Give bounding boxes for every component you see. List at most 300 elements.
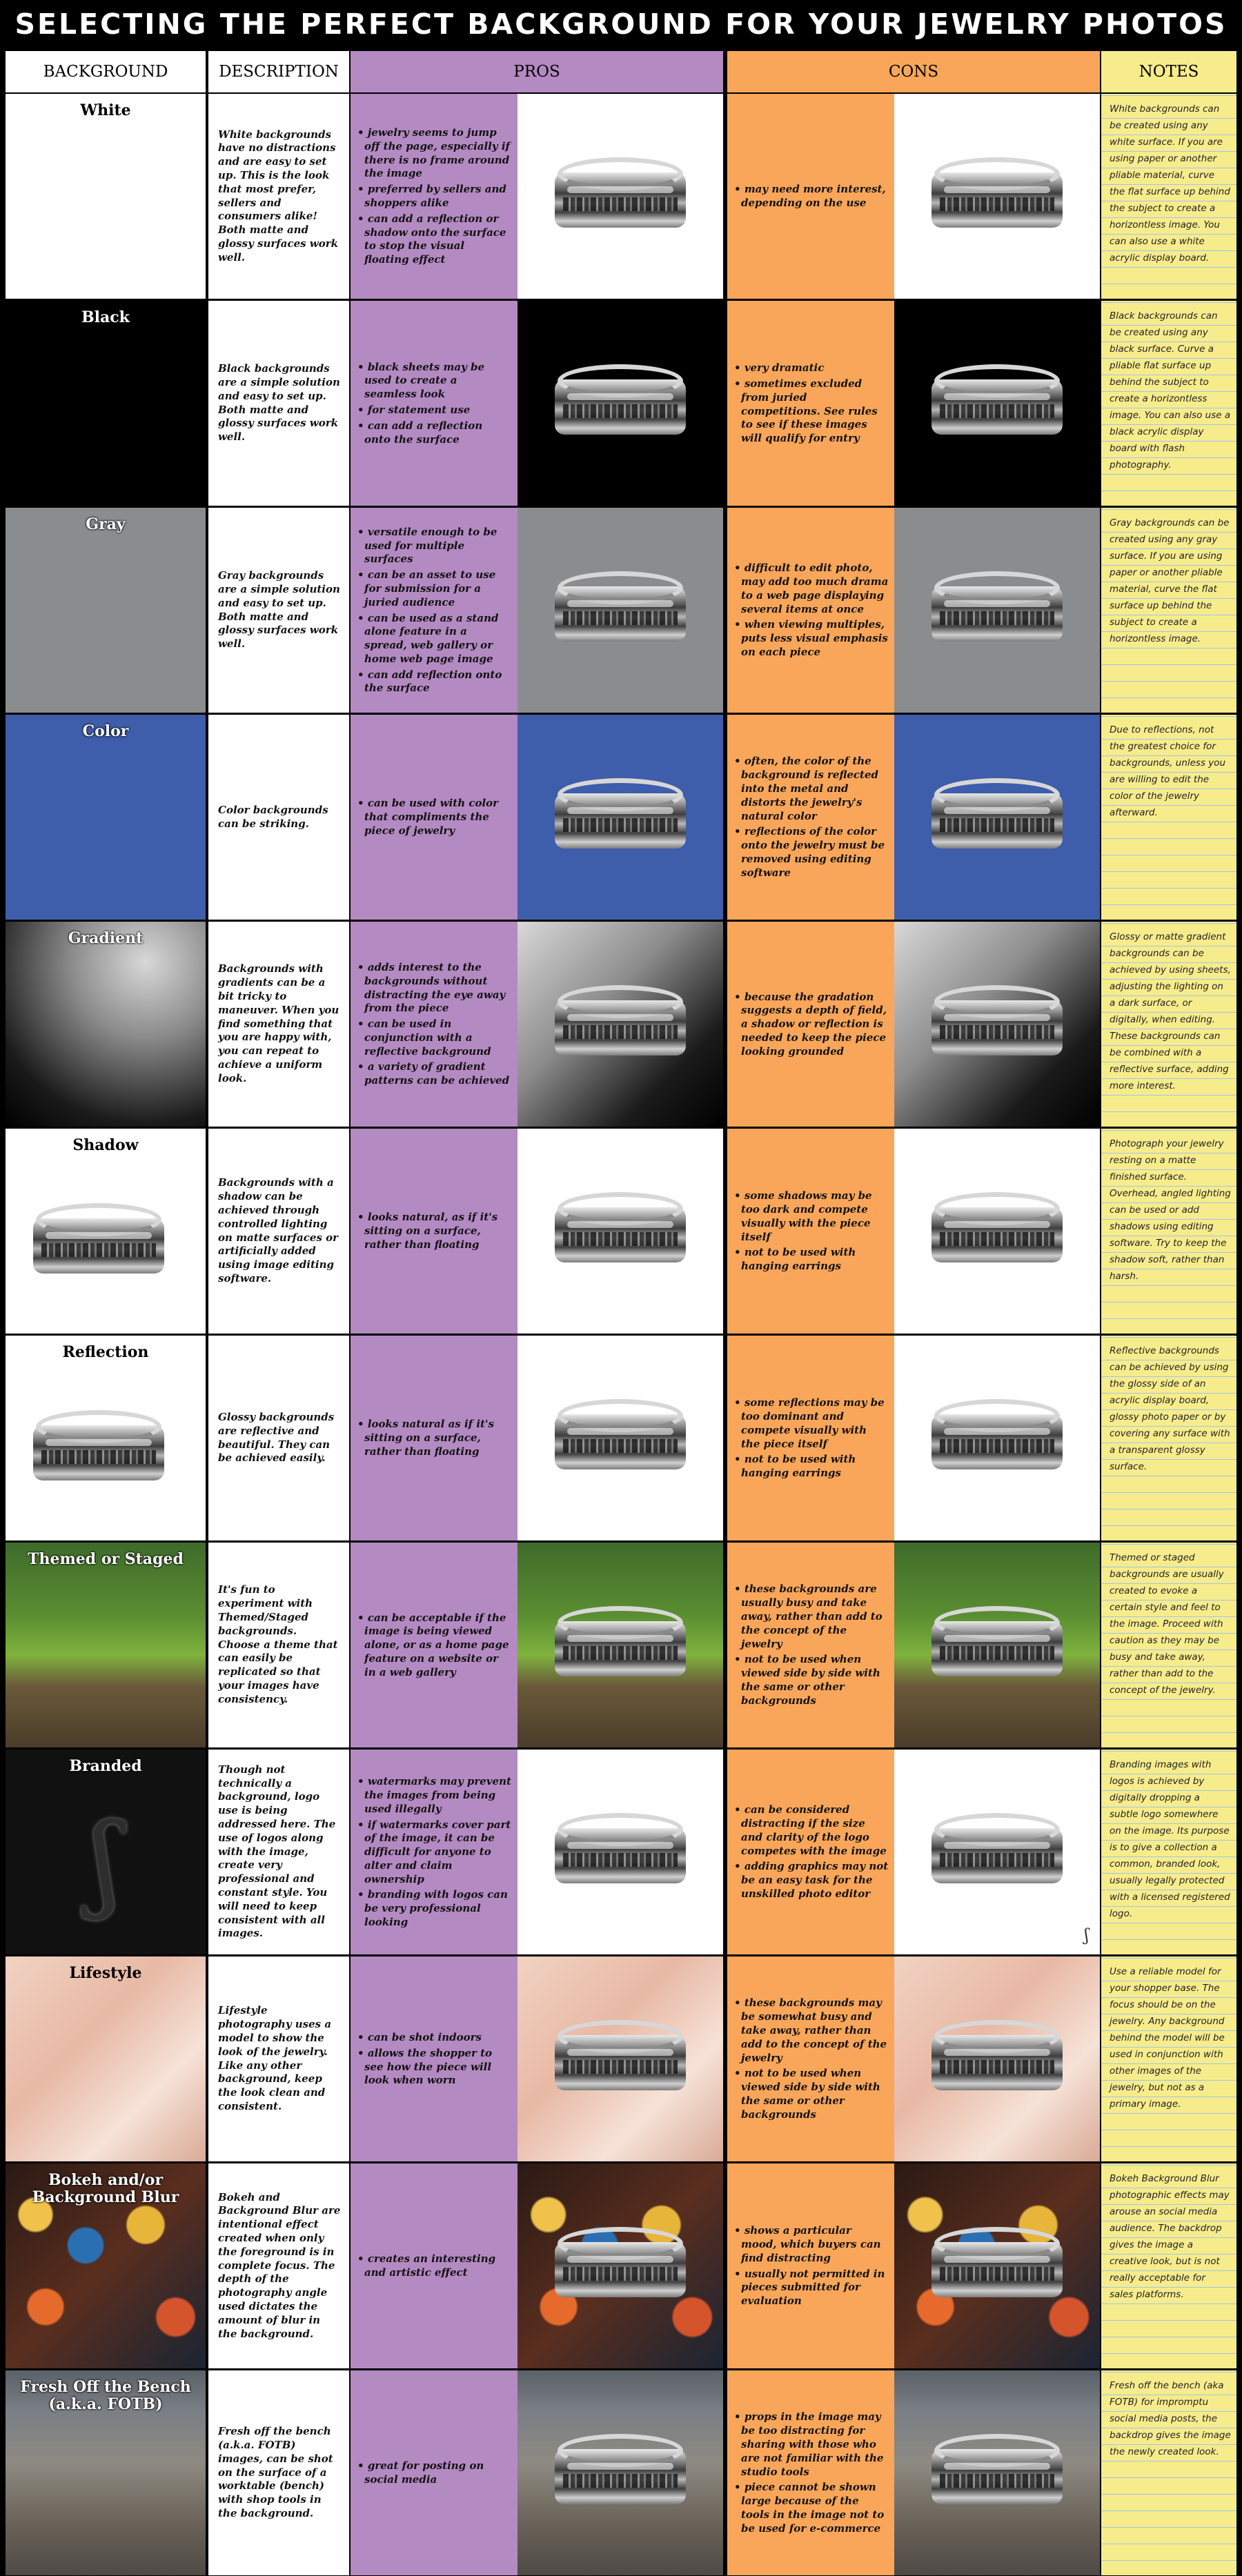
logo-mark: ʃ xyxy=(91,1802,120,1923)
background-swatch xyxy=(6,1750,206,1954)
ring-sheen xyxy=(944,1842,1050,1849)
background-label: Themed or Staged xyxy=(28,1550,184,1568)
background-swatch xyxy=(6,2163,206,2368)
table-row xyxy=(0,2370,1242,2575)
ring-top xyxy=(934,1813,1060,1846)
header-cons: CONS xyxy=(727,51,1100,92)
ring-sheen xyxy=(567,2256,673,2263)
background-swatch xyxy=(6,1543,206,1747)
ring-pattern xyxy=(940,197,1054,211)
ring-sheen xyxy=(567,1428,673,1435)
pros-cell xyxy=(351,1956,518,2161)
notes-text: Bokeh Background Blur photographic effects may arouse an social media audience. The backdrop gives the image a creative look, but is not really acceptable for sales platforms. xyxy=(1110,2173,1230,2300)
notes-cell xyxy=(1101,301,1236,506)
cons-item: • difficult to edit photo, may add too much drama to a web page displaying several items at once xyxy=(734,562,889,616)
cons-cell xyxy=(727,2163,894,2368)
ring-photo xyxy=(931,2221,1063,2311)
background-label: White xyxy=(80,101,131,119)
pros-item: • allows the shopper to see how the piece will look when worn xyxy=(357,2047,512,2088)
cons-item: • because the gradation suggests a depth of field, a shadow or reflection is needed to keep the piece looking grounded xyxy=(734,991,889,1059)
notes-text: White backgrounds can be created using any white surface. If you are using paper or another pliable material, curve the flat surface up behind the subject to create a horizontless image. You can also use a white acrylic display board. xyxy=(1110,103,1230,264)
notes-text: Use a reliable model for your shopper base. The focus should be on the jewelry. Any background behind the model will be used in conjunction with other images of the jewelry, but not as a primary image. xyxy=(1110,1966,1225,2110)
pros-item: • can be used as a stand alone feature in a spread, web gallery or home web page image xyxy=(357,612,512,666)
ring-pattern xyxy=(563,1232,678,1246)
ring-top xyxy=(558,1606,683,1639)
ring-top xyxy=(558,1813,683,1846)
notes-cell xyxy=(1101,922,1236,1127)
cons-cell xyxy=(727,301,894,506)
description-text: Glossy backgrounds are reflective and beautiful. They can be achieved easily. xyxy=(218,1410,335,1465)
ring-top xyxy=(558,1399,683,1432)
ring-photo xyxy=(555,773,686,862)
ring-pattern xyxy=(563,1439,678,1453)
ring-sheen xyxy=(944,2463,1050,2470)
table-row xyxy=(0,1543,1242,1747)
table-row xyxy=(0,715,1242,920)
cons-list xyxy=(734,2224,889,2310)
pros-item: • can be used with color that compliments the piece of jewelry xyxy=(357,797,512,838)
pros-example-photo xyxy=(518,94,723,299)
ring-photo xyxy=(931,2014,1063,2104)
cons-example-photo xyxy=(894,2163,1100,2368)
ring-pattern xyxy=(940,1025,1054,1039)
background-swatch xyxy=(6,301,206,506)
description-cell xyxy=(208,94,349,299)
ring-photo xyxy=(931,1187,1063,1276)
ring-top xyxy=(558,157,683,190)
pros-list xyxy=(357,308,512,502)
cons-cell xyxy=(727,1750,894,1954)
ring-sheen xyxy=(944,600,1050,607)
background-swatch xyxy=(6,1129,206,1334)
pros-item: • can be acceptable if the image is being viewed alone, or as a home page feature on a website or in a web gallery xyxy=(357,1612,512,1680)
ring-sheen xyxy=(567,186,673,193)
ring-photo xyxy=(931,1394,1063,1483)
notes-text: Glossy or matte gradient backgrounds can be achieved by using sheets, adjusting the lighting on a dark surface, or digitally, when editing. These backgrounds can be combined with a reflective surface, adding more interest. xyxy=(1110,931,1231,1091)
ring-pattern xyxy=(940,1853,1054,1867)
cons-example-photo xyxy=(894,1336,1100,1540)
pros-example-photo xyxy=(518,1543,723,1747)
ring-photo xyxy=(555,980,686,1069)
description-cell xyxy=(208,1129,349,1334)
table-row xyxy=(0,1750,1242,1954)
background-swatch xyxy=(6,1336,206,1540)
ring-photo xyxy=(555,359,686,448)
cons-list xyxy=(734,1189,889,1276)
ring-top xyxy=(36,1410,161,1443)
cons-item: • not to be used with hanging earrings xyxy=(734,1246,889,1274)
ring-pattern xyxy=(940,2267,1054,2281)
watermark-logo: ʃ xyxy=(1084,1925,1089,1945)
description-cell xyxy=(208,1543,349,1747)
pros-item: • creates an interesting and artistic effect xyxy=(357,2252,512,2280)
cons-list xyxy=(734,183,889,212)
ring-pattern xyxy=(940,404,1054,418)
ring-top xyxy=(558,364,683,397)
pros-example-photo xyxy=(518,508,723,713)
ring-sheen xyxy=(944,393,1050,400)
background-swatch xyxy=(6,922,206,1127)
ring-top xyxy=(934,1399,1060,1432)
cons-item: • not to be used with hanging earrings xyxy=(734,1453,889,1480)
description-text: Backgrounds with gradients can be a bit tricky to maneuver. When you find something that you are happy with, you can repeat to achieve a uniform look. xyxy=(218,962,339,1084)
pros-list xyxy=(357,1963,512,2157)
pros-item: • jewelry seems to jump off the page, especially if there is no frame around the image xyxy=(357,126,512,181)
background-label: Fresh Off the Bench (a.k.a. FOTB) xyxy=(20,2378,191,2414)
ring-photo xyxy=(555,566,686,655)
notes-text: Reflective backgrounds can be achieved by using the glossy side of an acrylic display board, glossy photo paper or by covering any surface with a transparent glossy surface. xyxy=(1110,1345,1230,1472)
cons-cell xyxy=(727,508,894,713)
pros-cell xyxy=(351,2163,518,2368)
cons-list xyxy=(734,562,889,662)
ring-top xyxy=(934,364,1060,397)
cons-example-photo xyxy=(894,1750,1100,1954)
ring-photo xyxy=(931,152,1063,241)
pros-item: • branding with logos can be very professional looking xyxy=(357,1888,512,1929)
cons-example-photo xyxy=(894,715,1100,920)
cons-cell xyxy=(727,2370,894,2575)
ring-top xyxy=(934,157,1060,190)
table-row xyxy=(0,94,1242,299)
ring-sheen xyxy=(567,2049,673,2056)
notes-text: Due to reflections, not the greatest choice for backgrounds, unless you are willing to edit the color of the jewelry afterward. xyxy=(1110,724,1226,818)
cons-list xyxy=(734,755,889,882)
cons-example-photo xyxy=(894,922,1100,1127)
ring-pattern xyxy=(940,818,1054,832)
ring-pattern xyxy=(41,1450,156,1464)
pros-item: • can be used in conjunction with a reflective background xyxy=(357,1018,512,1058)
cons-example-photo xyxy=(894,1956,1100,2161)
background-swatch xyxy=(6,2370,206,2575)
cons-item: • not to be used when viewed side by side with the same or other backgrounds xyxy=(734,2067,889,2121)
notes-cell xyxy=(1101,1543,1236,1747)
pros-item: • watermarks may prevent the images from being used illegally xyxy=(357,1775,512,1816)
ring-pattern xyxy=(563,1025,678,1039)
description-cell xyxy=(208,508,349,713)
pros-cell xyxy=(351,94,518,299)
background-swatch xyxy=(6,508,206,713)
notes-text: Photograph your jewelry resting on a matte finished surface. Overhead, angled lighting can be used or add shadows using editing software. Try to keep the shadow soft, rather than harsh. xyxy=(1110,1138,1231,1282)
cons-list xyxy=(734,361,889,448)
cons-cell xyxy=(727,1543,894,1747)
cons-cell xyxy=(727,94,894,299)
ring-photo xyxy=(931,980,1063,1069)
cons-item: • some shadows may be too dark and compete visually with the piece itself xyxy=(734,1189,889,1244)
background-swatch xyxy=(6,94,206,299)
pros-item: • black sheets may be used to create a seamless look xyxy=(357,361,512,402)
ring-photo xyxy=(555,1601,686,1690)
ring-sheen xyxy=(944,186,1050,193)
table-row xyxy=(0,1336,1242,1540)
ring-pattern xyxy=(940,2474,1054,2488)
background-label: Gray xyxy=(86,515,126,533)
pros-cell xyxy=(351,301,518,506)
header-notes: NOTES xyxy=(1101,51,1236,92)
background-label: Bokeh and/or Background Blur xyxy=(32,2171,179,2207)
ring-top xyxy=(558,985,683,1018)
description-cell xyxy=(208,2370,349,2575)
ring-sheen xyxy=(567,1221,673,1228)
pros-cell xyxy=(351,922,518,1127)
pros-example-photo xyxy=(518,2163,723,2368)
ring-pattern xyxy=(41,1243,156,1257)
pros-example-photo xyxy=(518,1956,723,2161)
cons-item: • very dramatic xyxy=(734,361,889,375)
notes-cell xyxy=(1101,2370,1236,2575)
ring-sheen xyxy=(567,1842,673,1849)
pros-cell xyxy=(351,1750,518,1954)
pros-item: • looks natural, as if it's sitting on a surface, rather than floating xyxy=(357,1211,512,1251)
pros-item: • great for posting on social media xyxy=(357,2459,512,2487)
pros-item: • can add a reflection or shadow onto the surface to stop the visual floating effect xyxy=(357,212,512,267)
pros-list xyxy=(357,515,512,709)
ring-pattern xyxy=(563,2267,678,2281)
header-background: BACKGROUND xyxy=(6,51,206,92)
table-row xyxy=(0,922,1242,1127)
cons-list xyxy=(734,1583,889,1710)
cons-item: • props in the image may be too distracting for sharing with those who are not familiar with the studio tools xyxy=(734,2410,889,2479)
ring-top xyxy=(36,1203,161,1236)
description-cell xyxy=(208,1956,349,2161)
pros-cell xyxy=(351,1543,518,1747)
ring-photo xyxy=(931,2428,1063,2518)
ring-top xyxy=(558,2227,683,2260)
ring-pattern xyxy=(940,1439,1054,1453)
ring-top xyxy=(934,1606,1060,1639)
background-label: Gradient xyxy=(68,929,144,947)
ring-photo xyxy=(555,1394,686,1483)
pros-item: • can be shot indoors xyxy=(357,2031,512,2045)
pros-example-photo xyxy=(518,301,723,506)
pros-cell xyxy=(351,1129,518,1334)
description-text: It's fun to experiment with Themed/Staged backgrounds. Choose a theme that can easily be replicated so that your images have consistency. xyxy=(218,1583,338,1705)
ring-sheen xyxy=(567,2463,673,2470)
ring-pattern xyxy=(563,2060,678,2074)
ring-top xyxy=(558,2020,683,2053)
pros-cell xyxy=(351,715,518,920)
ring-photo xyxy=(555,152,686,241)
ring-top xyxy=(558,1192,683,1225)
pros-item: • versatile enough to be used for multiple surfaces xyxy=(357,526,512,566)
description-cell xyxy=(208,301,349,506)
ring-top xyxy=(934,571,1060,604)
ring-photo xyxy=(33,1405,164,1494)
title-banner xyxy=(0,0,1242,48)
cons-item: • when viewing multiples, puts less visual emphasis on each piece xyxy=(734,618,889,659)
pros-example-photo xyxy=(518,1129,723,1334)
pros-list xyxy=(357,929,512,1122)
description-text: Lifestyle photography uses a model to show the look of the jewelry. Like any other background, keep the look clean and consistent. xyxy=(218,2004,332,2112)
background-label: Reflection xyxy=(62,1343,149,1361)
ring-top xyxy=(558,778,683,811)
pros-example-photo xyxy=(518,2370,723,2575)
ring-photo xyxy=(555,2428,686,2518)
notes-cell xyxy=(1101,2163,1236,2368)
pros-list xyxy=(357,101,512,295)
pros-item: • can be an asset to use for submission for a juried audience xyxy=(357,568,512,609)
ring-photo xyxy=(555,1187,686,1276)
pros-item: • preferred by sellers and shoppers alike xyxy=(357,183,512,210)
cons-example-photo xyxy=(894,94,1100,299)
notes-text: Black backgrounds can be created using any black surface. Curve a pliable flat surface up behind the subject to create a horizontless image. You can also use a black acrylic display board with flash photography. xyxy=(1110,310,1231,470)
description-cell xyxy=(208,922,349,1127)
description-text: Black backgrounds are a simple solution and easy to set up. Both matte and glossy surfaces work well. xyxy=(218,362,340,444)
header-pros: PROS xyxy=(351,51,723,92)
description-cell xyxy=(208,2163,349,2368)
table-row xyxy=(0,1956,1242,2161)
pros-item: • a variety of gradient patterns can be achieved xyxy=(357,1060,512,1088)
notes-cell xyxy=(1101,1336,1236,1540)
cons-item: • some reflections may be too dominant and compete visually with the piece itself xyxy=(734,1396,889,1451)
cons-item: • shows a particular mood, which buyers can find distracting xyxy=(734,2224,889,2265)
pros-cell xyxy=(351,2370,518,2575)
cons-example-photo xyxy=(894,301,1100,506)
ring-sheen xyxy=(944,1014,1050,1021)
description-cell xyxy=(208,1750,349,1954)
ring-sheen xyxy=(944,1221,1050,1228)
cons-item: • piece cannot be shown large because of the tools in the image not to be used for e-commerce xyxy=(734,2481,889,2535)
pros-list xyxy=(357,1343,512,1536)
cons-cell xyxy=(727,922,894,1127)
pros-list xyxy=(357,2377,512,2571)
ring-photo xyxy=(555,2014,686,2104)
description-cell xyxy=(208,715,349,920)
ring-photo xyxy=(33,1198,164,1287)
pros-cell xyxy=(351,1336,518,1540)
background-label: Branded xyxy=(69,1757,142,1775)
description-text: Bokeh and Background Blur are intentional effect created when only the foreground is in complete focus. The depth of the photography angle used dictates the amount of blur in the background. xyxy=(218,2190,341,2340)
background-label: Black xyxy=(81,308,130,326)
pros-example-photo xyxy=(518,1336,723,1540)
ring-pattern xyxy=(563,404,678,418)
description-text: Backgrounds with a shadow can be achieved through controlled lighting on matte surfaces or artificially added using image editing software. xyxy=(218,1176,339,1285)
ring-sheen xyxy=(944,1428,1050,1435)
ring-photo xyxy=(555,1807,686,1897)
cons-list xyxy=(734,2410,889,2537)
cons-item: • may need more interest, depending on the use xyxy=(734,183,889,210)
ring-sheen xyxy=(46,1232,152,1239)
pros-list xyxy=(357,722,512,915)
pros-cell xyxy=(351,508,518,713)
ring-top xyxy=(934,1192,1060,1225)
ring-pattern xyxy=(563,2474,678,2488)
cons-item: • these backgrounds may be somewhat busy and take away, rather than add to the concept of the jewelry xyxy=(734,1997,889,2065)
ring-top xyxy=(934,2227,1060,2260)
ring-pattern xyxy=(940,1646,1054,1660)
ring-sheen xyxy=(567,1014,673,1021)
ring-top xyxy=(558,2434,683,2467)
ring-sheen xyxy=(46,1439,152,1446)
table-row xyxy=(0,1129,1242,1334)
page-title: SELECTING THE PERFECT BACKGROUND FOR YOUR JEWELRY PHOTOS xyxy=(14,8,1228,41)
ring-sheen xyxy=(567,807,673,814)
table-row xyxy=(0,508,1242,713)
cons-item: • these backgrounds are usually busy and take away, rather than add to the concept of the jewelry xyxy=(734,1583,889,1651)
cons-item: • often, the color of the background is reflected into the metal and distorts the jewelry's natural color xyxy=(734,755,889,823)
notes-text: Gray backgrounds can be created using any gray surface. If you are using paper or another pliable material, curve the flat surface up behind the subject to create a horizontless image. xyxy=(1110,517,1230,644)
pros-item: • can add reflection onto the surface xyxy=(357,668,512,696)
description-cell xyxy=(208,1336,349,1540)
cons-list xyxy=(734,991,889,1061)
pros-list xyxy=(357,2170,512,2364)
pros-item: • looks natural as if it's sitting on a surface, rather than floating xyxy=(357,1418,512,1458)
ring-pattern xyxy=(563,1646,678,1660)
notes-text: Fresh off the bench (aka FOTB) for impromptu social media posts, the backdrop gives the image the newly created look. xyxy=(1110,2380,1231,2457)
ring-sheen xyxy=(567,393,673,400)
ring-photo xyxy=(931,359,1063,448)
ring-pattern xyxy=(940,1232,1054,1246)
pros-item: • can add a reflection onto the surface xyxy=(357,419,512,447)
ring-top xyxy=(934,985,1060,1018)
ring-photo xyxy=(931,773,1063,862)
notes-cell xyxy=(1101,94,1236,299)
notes-cell xyxy=(1101,1956,1236,2161)
notes-text: Branding images with logos is achieved by digitally dropping a subtle logo somewhere on the image. Its purpose is to give a collection a common, branded look, usually legally protected with a licensed registered logo. xyxy=(1110,1759,1230,1919)
pros-list xyxy=(357,1756,512,1950)
pros-item: • if watermarks cover part of the image, it can be difficult for anyone to alter and claim ownership xyxy=(357,1819,512,1887)
notes-cell xyxy=(1101,715,1236,920)
ring-photo xyxy=(931,1601,1063,1690)
ring-sheen xyxy=(944,2256,1050,2263)
background-label: Lifestyle xyxy=(69,1964,142,1982)
ring-pattern xyxy=(940,2060,1054,2074)
pros-list xyxy=(357,1549,512,1743)
ring-sheen xyxy=(944,1635,1050,1642)
pros-example-photo xyxy=(518,715,723,920)
cons-cell xyxy=(727,1956,894,2161)
ring-top xyxy=(558,571,683,604)
cons-cell xyxy=(727,715,894,920)
cons-cell xyxy=(727,1129,894,1334)
cons-item: • sometimes excluded from juried competitions. See rules to see if these images will qualify for entry xyxy=(734,377,889,446)
notes-cell xyxy=(1101,508,1236,713)
cons-list xyxy=(734,1997,889,2123)
background-label: Color xyxy=(82,722,129,740)
ring-pattern xyxy=(563,818,678,832)
description-text: Gray backgrounds are a simple solution and easy to set up. Both matte and glossy surfaces work well. xyxy=(218,569,340,651)
cons-item: • can be considered distracting if the size and clarity of the logo competes with the image xyxy=(734,1803,889,1858)
ring-sheen xyxy=(944,807,1050,814)
background-swatch xyxy=(6,1956,206,2161)
pros-list xyxy=(357,1136,512,1329)
ring-pattern xyxy=(563,611,678,625)
header-description: DESCRIPTION xyxy=(208,51,349,92)
notes-cell xyxy=(1101,1129,1236,1334)
ring-top xyxy=(934,778,1060,811)
ring-photo xyxy=(931,566,1063,655)
cons-list xyxy=(734,1803,889,1903)
ring-sheen xyxy=(944,2049,1050,2056)
cons-cell xyxy=(727,1336,894,1540)
cons-item: • not to be used when viewed side by side with the same or other backgrounds xyxy=(734,1653,889,1707)
ring-pattern xyxy=(563,1853,678,1867)
pros-item: • adds interest to the backgrounds without distracting the eye away from the piece xyxy=(357,961,512,1015)
description-text: Color backgrounds can be striking. xyxy=(218,803,328,830)
cons-list xyxy=(734,1396,889,1483)
ring-photo xyxy=(555,2221,686,2311)
ring-sheen xyxy=(567,1635,673,1642)
pros-item: • for statement use xyxy=(357,404,512,417)
background-label: Shadow xyxy=(72,1136,139,1154)
background-swatch xyxy=(6,715,206,920)
ring-photo xyxy=(931,1807,1063,1897)
cons-item: • adding graphics may not be an easy task for the unskilled photo editor xyxy=(734,1860,889,1901)
description-text: White backgrounds have no distractions and are easy to set up. This is the look that most prefer, sellers and consumers alike! Both matte and glossy surfaces work well. xyxy=(218,128,339,264)
table-row xyxy=(0,301,1242,506)
pros-example-photo xyxy=(518,922,723,1127)
cons-example-photo xyxy=(894,508,1100,713)
description-text: Fresh off the bench (a.k.a. FOTB) images, can be shot on the surface of a worktable (bench) with shop tools in the background. xyxy=(218,2425,333,2519)
